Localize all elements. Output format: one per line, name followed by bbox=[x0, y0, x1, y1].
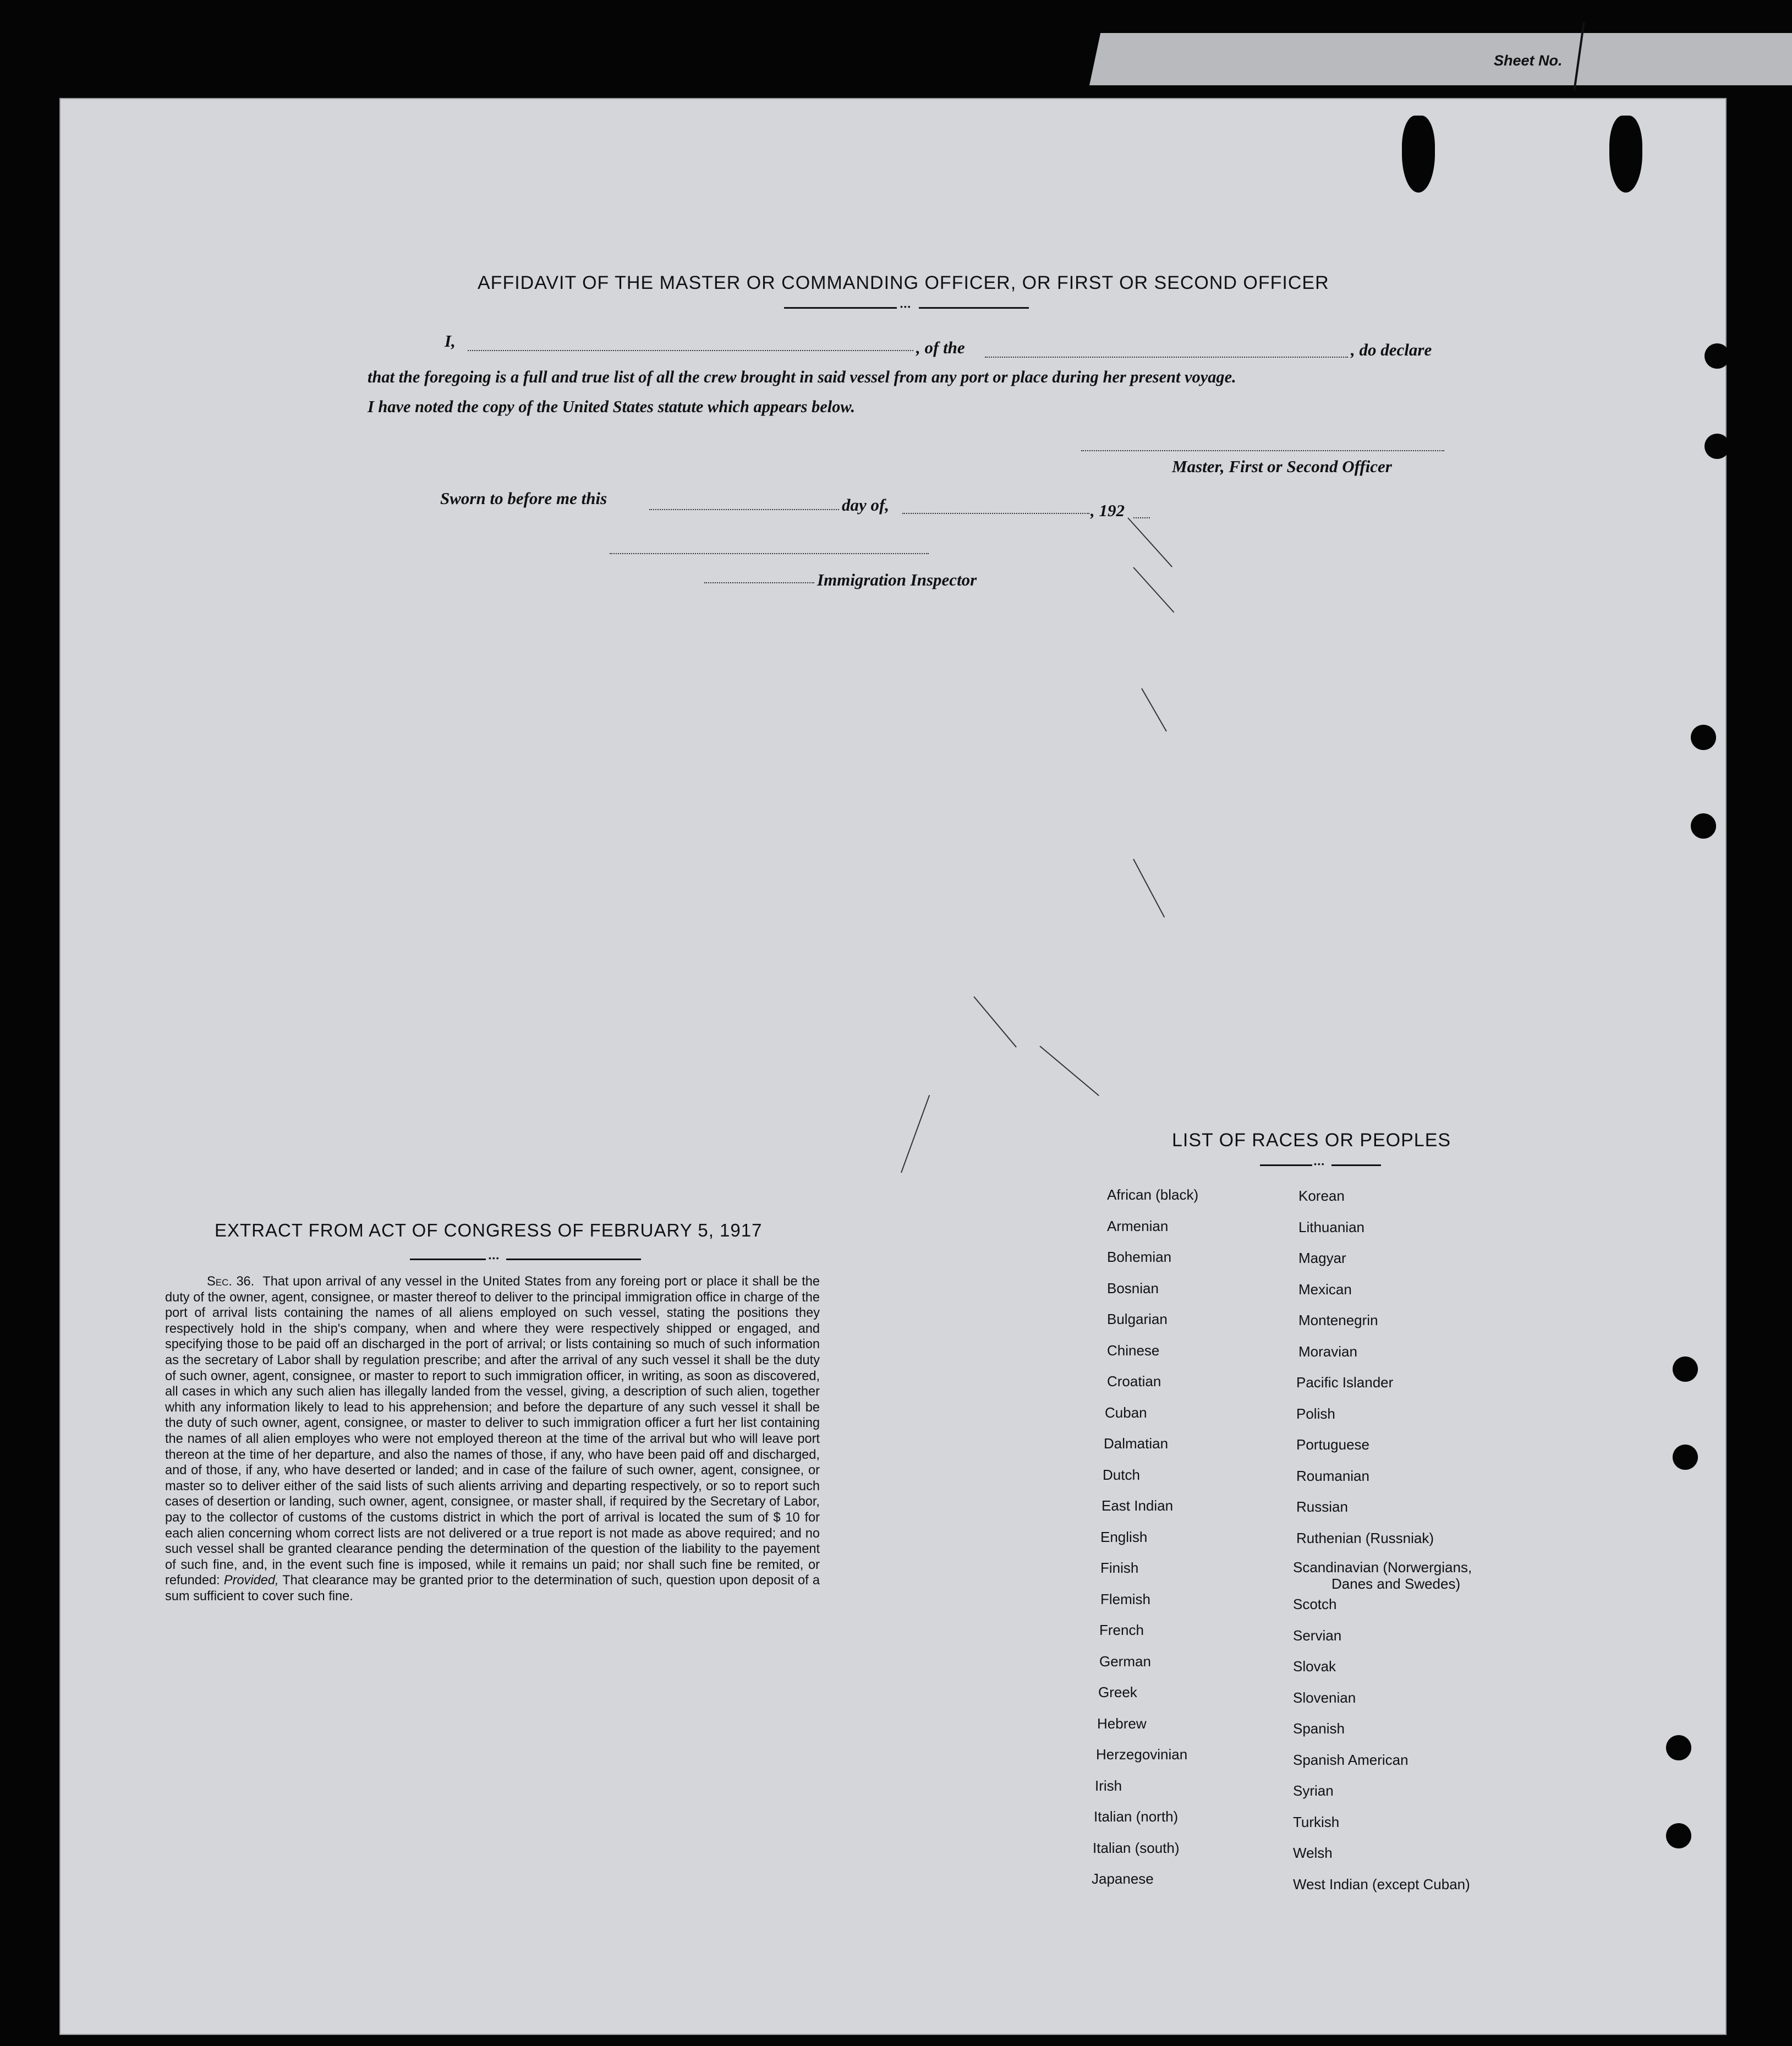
race-item: Turkish bbox=[1293, 1813, 1340, 1830]
signature-caption: Master, First or Second Officer bbox=[1172, 457, 1392, 476]
punch-hole-7 bbox=[1666, 1735, 1691, 1760]
affidavit-ornament-dots: ••• bbox=[900, 302, 912, 311]
provided-label: Provided, bbox=[223, 1573, 279, 1588]
binder-notch-right bbox=[1609, 116, 1642, 193]
race-item: West Indian (except Cuban) bbox=[1293, 1875, 1470, 1892]
race-item: Servian bbox=[1293, 1627, 1342, 1644]
race-item: Scandinavian (Norwergians, bbox=[1293, 1559, 1472, 1575]
race-item: Scotch bbox=[1293, 1596, 1337, 1612]
race-item: Spanish bbox=[1293, 1720, 1345, 1737]
race-item: Herzegovinian bbox=[1096, 1746, 1188, 1763]
races-ornament-right bbox=[1331, 1164, 1381, 1166]
manifest-sheet bbox=[59, 98, 1727, 2035]
section-body-end: That clearance may be granted prior to the determination of such, question upon deposit of a sum sufficient to cover such fine. bbox=[165, 1573, 820, 1604]
sworn-day-blank[interactable] bbox=[649, 509, 839, 510]
race-item: Roumanian bbox=[1296, 1467, 1369, 1484]
punch-hole-2 bbox=[1705, 434, 1730, 459]
signature-blank[interactable] bbox=[1081, 450, 1444, 451]
race-item: Lithuanian bbox=[1298, 1218, 1364, 1235]
affidavit-of-the: , of the bbox=[916, 338, 965, 357]
inspector-signature-blank[interactable] bbox=[610, 553, 929, 554]
race-item: Bulgarian bbox=[1107, 1311, 1168, 1327]
sworn-year: , 192 bbox=[1090, 501, 1125, 520]
race-item: African (black) bbox=[1107, 1186, 1199, 1203]
race-item: Spanish American bbox=[1293, 1751, 1409, 1768]
vessel-blank[interactable] bbox=[985, 357, 1348, 358]
name-blank[interactable] bbox=[468, 350, 913, 351]
race-item: Finish bbox=[1100, 1560, 1139, 1576]
race-item: Mexican bbox=[1298, 1281, 1352, 1298]
race-item: Flemish bbox=[1100, 1590, 1151, 1607]
binder-notch-left bbox=[1402, 116, 1435, 193]
extract-ornament-right bbox=[506, 1259, 641, 1260]
extract-title: EXTRACT FROM ACT OF CONGRESS OF FEBRUARY 5, 1917 bbox=[215, 1220, 763, 1240]
race-item: Chinese bbox=[1107, 1342, 1160, 1359]
race-item: Syrian bbox=[1293, 1782, 1334, 1799]
punch-hole-6 bbox=[1673, 1445, 1698, 1470]
race-item: English bbox=[1100, 1528, 1148, 1545]
race-item: French bbox=[1099, 1622, 1144, 1638]
extract-section-text bbox=[165, 1274, 820, 1604]
sworn-day-of: day of, bbox=[842, 495, 890, 515]
races-ornament-dots: ••• bbox=[1314, 1159, 1325, 1168]
race-item: Hebrew bbox=[1097, 1715, 1147, 1732]
races-title: LIST OF RACES OR PEOPLES bbox=[1172, 1130, 1451, 1151]
affidavit-statute-line: I have noted the copy of the United States statute which appears below. bbox=[368, 397, 856, 416]
races-ornament-left bbox=[1260, 1164, 1312, 1166]
race-item: Greek bbox=[1098, 1684, 1137, 1700]
race-item: Italian (south) bbox=[1093, 1839, 1180, 1856]
race-item: East Indian bbox=[1101, 1497, 1174, 1514]
inspector-caption: Immigration Inspector bbox=[817, 570, 977, 589]
affidavit-title: AFFIDAVIT OF THE MASTER OR COMMANDING OFFICER, OR FIRST OR SECOND OFFICER bbox=[478, 272, 1329, 293]
race-item: Japanese bbox=[1092, 1870, 1154, 1887]
race-item: Irish bbox=[1095, 1777, 1122, 1794]
race-item: Dutch bbox=[1103, 1466, 1140, 1483]
section-body: That upon arrival of any vessel in the United States from any foreing port or place it shall be the duty of the owner, agent, consignee, or master thereof to deliver to the principal immigration office in charge of the port of arrival lists containing the names of all aliens employed on such vessel, stating the positions they respectively hold in the ship's company, when and where they were respectively shipped or engaged, and specifying those to be paid off an discharged in the port of arrival; or lists containing so much of such information as the secretary of Labor shall by regulation prescribe; and after the arrival of any such vessel it shall be the duty of such owner, agent, consignee, or master to report to such immigration officer, in writing, as soon as discovered, all cases in which any such alien has illegally landed from the vessel, giving, a description of such alien, together whith any information likely to lead to his apprehension; and before the departure of any such vessel it shall be the duty of such owner, agent, consignee, or master to deliver to such immigration officer a furt her list containing the names of all alien employes who were not employed thereon at the time of the arrival but who will leave port thereon at the time of her departure, and also the names of those, if any, who have been paid off and discharged, and of those, if any, who have deserted or landed; and in case of the failure of such owner, agent, consignee, or master so to deliver either of the said lists of such alients arriving and departing respectively, or so to report such cases of desertion or landing, such owner, agent, consignee, or master shall, if required by the Secretary of Labor, pay to the collector of customs of the customs district in which the port of arrival is located the sum of $ 10 for each alien concerning whom correct lists are not delivered or a true report is not made as above required; and no such vessel shall be granted clearance pending the determination of the question of the liability to the payement of such fine, and, in the event such fine is imposed, while it remains un paid; nor shall such fine be remited, or refunded: bbox=[165, 1274, 820, 1588]
punch-hole-8 bbox=[1666, 1823, 1691, 1848]
race-item: Slovak bbox=[1293, 1658, 1336, 1675]
races-right-column bbox=[1293, 1180, 1472, 1900]
race-item: Montenegrin bbox=[1298, 1312, 1378, 1328]
sworn-year-blank[interactable] bbox=[1133, 517, 1150, 518]
affidavit-ornament-left bbox=[784, 307, 897, 309]
extract-ornament-dots: ••• bbox=[489, 1254, 500, 1262]
race-item: Slovenian bbox=[1293, 1689, 1356, 1706]
race-item: Pacific Islander bbox=[1296, 1374, 1394, 1391]
punch-hole-5 bbox=[1673, 1356, 1698, 1382]
sworn-text: Sworn to before me this bbox=[440, 489, 607, 508]
race-item: Bohemian bbox=[1107, 1249, 1172, 1265]
punch-hole-1 bbox=[1705, 343, 1730, 369]
race-item: Bosnian bbox=[1107, 1279, 1159, 1296]
race-item: Danes and Swedes) bbox=[1331, 1575, 1461, 1592]
section-label: Sec. 36. bbox=[207, 1274, 255, 1289]
race-item: Magyar bbox=[1298, 1250, 1346, 1266]
race-item: Polish bbox=[1296, 1405, 1335, 1422]
punch-hole-4 bbox=[1691, 813, 1716, 839]
race-item: Armenian bbox=[1107, 1217, 1169, 1234]
sheet-number-label: Sheet No. bbox=[1494, 52, 1563, 69]
race-item: German bbox=[1099, 1653, 1151, 1670]
affidavit-statement-line: that the foregoing is a full and true list of all the crew brought in said vessel from any port or place during her present voyage. bbox=[368, 368, 1236, 386]
top-tab-strip bbox=[1089, 33, 1792, 85]
race-item: Portuguese bbox=[1296, 1436, 1369, 1453]
sworn-month-blank[interactable] bbox=[902, 513, 1089, 514]
race-item: Russian bbox=[1296, 1498, 1348, 1515]
inspector-prefix-blank[interactable] bbox=[704, 582, 814, 583]
race-item: Italian (north) bbox=[1094, 1808, 1179, 1825]
affidavit-do-declare: , do declare bbox=[1351, 340, 1432, 359]
race-item: Welsh bbox=[1293, 1845, 1333, 1861]
race-item: Cuban bbox=[1105, 1404, 1147, 1421]
punch-hole-3 bbox=[1691, 725, 1716, 750]
race-item: Korean bbox=[1298, 1188, 1345, 1204]
affidavit-ornament-right bbox=[919, 307, 1029, 309]
race-item: Ruthenian (Russniak) bbox=[1296, 1529, 1434, 1546]
affidavit-i: I, bbox=[445, 331, 456, 351]
race-item: Moravian bbox=[1298, 1343, 1357, 1360]
races-left-column bbox=[1092, 1179, 1199, 1895]
race-item: Dalmatian bbox=[1104, 1435, 1169, 1452]
extract-ornament-left bbox=[410, 1259, 486, 1260]
race-item: Croatian bbox=[1107, 1373, 1161, 1389]
